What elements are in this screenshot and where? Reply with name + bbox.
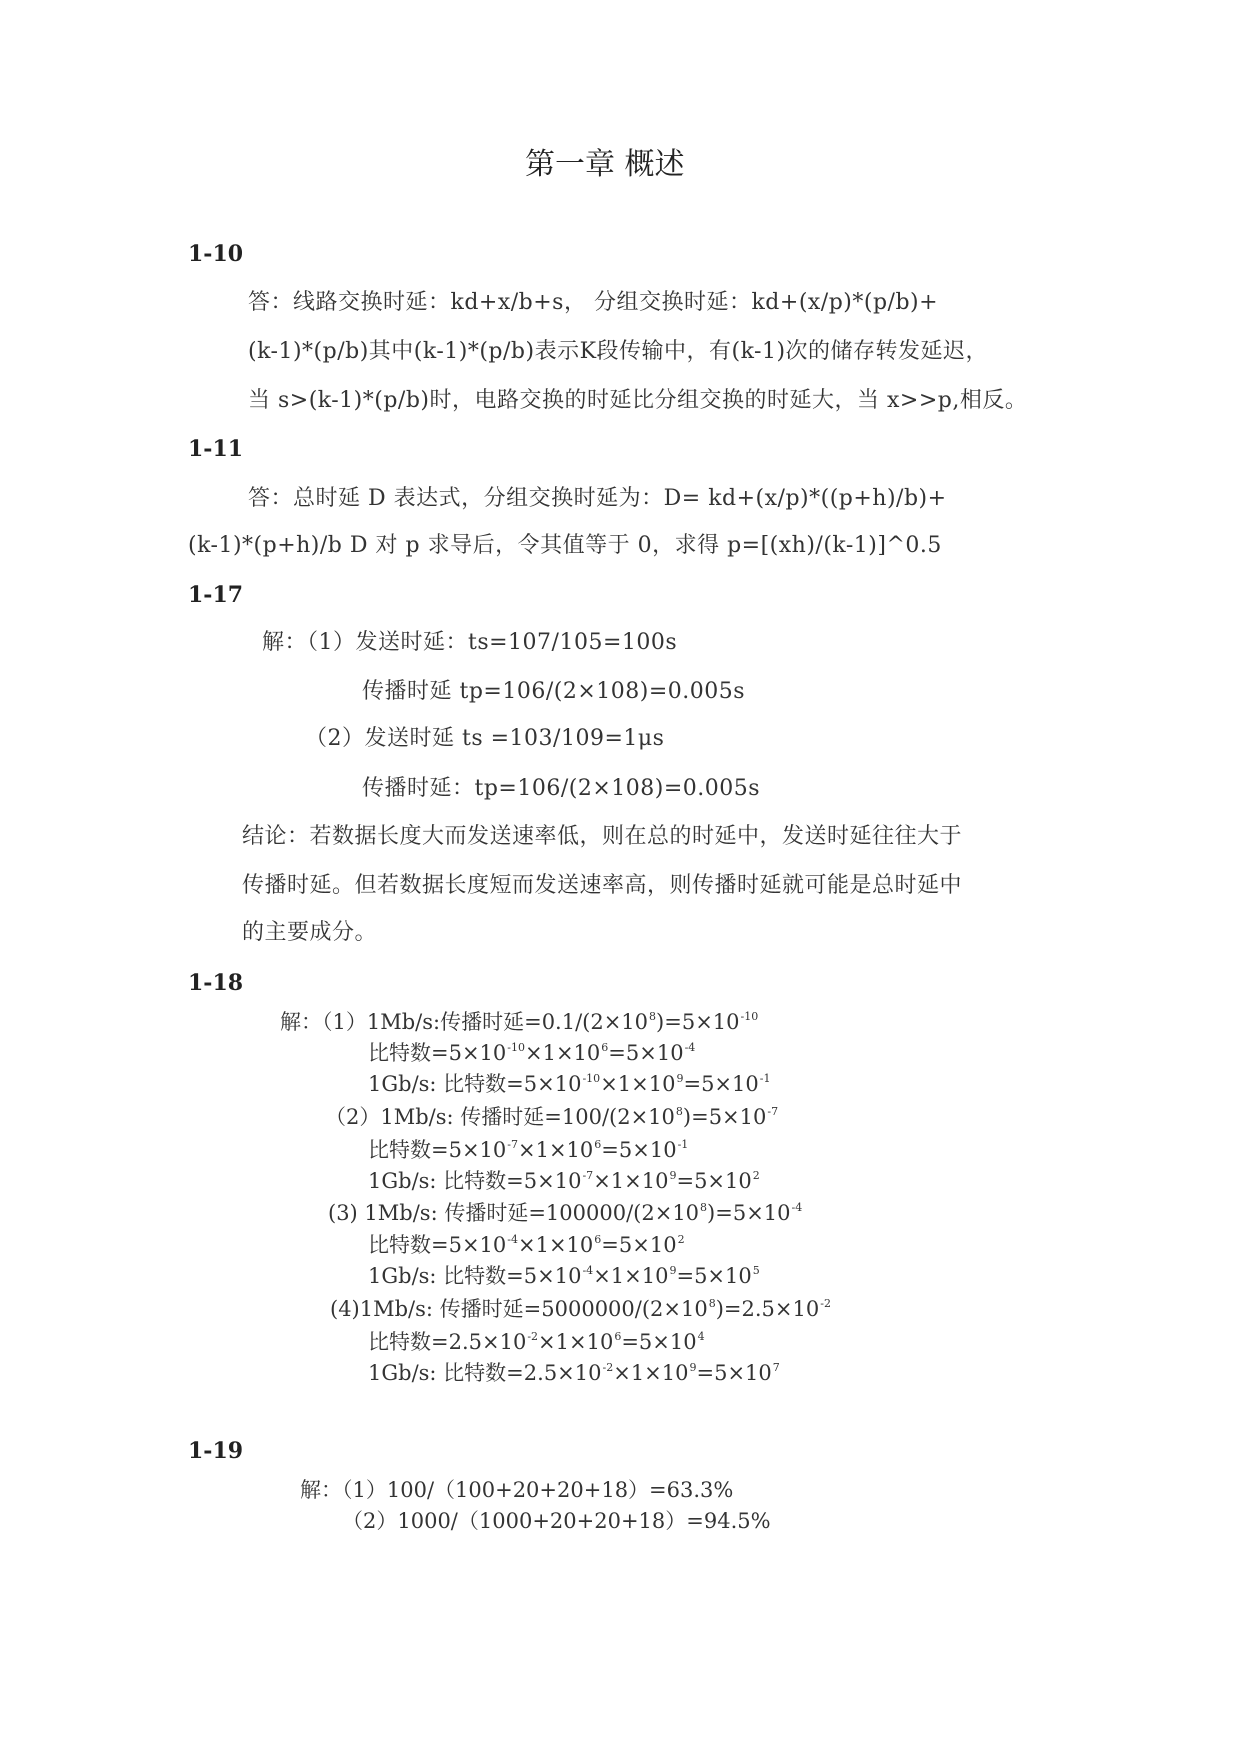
page-title: 第一章 概述 xyxy=(525,147,685,182)
answer-line: 答：总时延 D 表达式，分组交换时延为：D= kd+(x/p)*((p+h)/b)+ xyxy=(248,486,947,511)
equation-line: 1Gb/s: 比特数$=5\times 10^{-4}\times 1\times 10^9=5\times 10^5$ xyxy=(368,1264,760,1288)
conclusion-line: 的主要成分。 xyxy=(242,920,378,945)
solution-line: 传播时延 tp=106/(2×108)=0.005s xyxy=(362,679,746,704)
solution-line: 解：（1）100/（100+20+20+18）=63.3% xyxy=(300,1478,734,1502)
equation-line: （2）1Mb/s: 传播时延$=100/(2\times 10^8)=5\times 10^{-7}$ xyxy=(325,1105,779,1129)
answer-line: (k-1)*(p+h)/b D 对 p 求导后，令其值等于 0，求得 p=[(xh)/(k-1)]^0.5 xyxy=(188,533,942,558)
solution-line: （2）1000/（1000+20+20+18）=94.5% xyxy=(342,1509,771,1533)
answer-line: (k-1)*(p/b)其中(k-1)*(p/b)表示K段传输中，有(k-1)次的储存转发延迟， xyxy=(248,339,989,364)
conclusion-line: 传播时延。但若数据长度短而发送速率高，则传播时延就可能是总时延中 xyxy=(242,873,963,898)
answer-line: 答：线路交换时延：kd+x/b+s， 分组交换时延：kd+(x/p)*(p/b)+ xyxy=(248,290,939,315)
section-heading-1-17: 1-17 xyxy=(188,582,244,608)
solution-line: 解：（1）发送时延：ts=107/105=100s xyxy=(262,630,678,655)
equation-line: 比特数$=5\times 10^{-4}\times 1\times 10^6=5\times 10^2$ xyxy=(368,1233,685,1257)
equation-line: 比特数$=5\times 10^{-10}\times 1\times 10^6=5\times 10^{-4}$ xyxy=(368,1041,696,1065)
solution-line: 传播时延：tp=106/(2×108)=0.005s xyxy=(362,776,761,801)
section-heading-1-10: 1-10 xyxy=(188,241,244,267)
conclusion-line: 结论：若数据长度大而发送速率低，则在总的时延中，发送时延往往大于 xyxy=(242,824,963,849)
equation-line: 解：（1）1Mb/s:传播时延$=0.1/(2\times 10^8)=5\times 10^{-10}$ xyxy=(280,1010,759,1034)
solution-line: （2）发送时延 ts =103/109=1μs xyxy=(305,726,665,751)
equation-line: 1Gb/s: 比特数$=5\times 10^{-7}\times 1\times 10^9=5\times 10^2$ xyxy=(368,1169,760,1193)
section-heading-1-19: 1-19 xyxy=(188,1438,244,1464)
equation-line: 比特数$=2.5\times 10^{-2}\times 1\times 10^6=5\times 10^4$ xyxy=(368,1330,705,1354)
equation-line: 1Gb/s: 比特数$=2.5\times 10^{-2}\times 1\times 10^9=5\times 10^7$ xyxy=(368,1361,780,1385)
section-heading-1-18: 1-18 xyxy=(188,970,244,996)
section-heading-1-11: 1-11 xyxy=(188,436,244,462)
answer-line: 当 s>(k-1)*(p/b)时，电路交换的时延比分组交换的时延大，当 x>>p,相反。 xyxy=(248,388,1028,413)
equation-line: (4)1Mb/s: 传播时延$=5000000/(2\times 10^8)=2.5\times 10^{-2}$ xyxy=(330,1297,831,1321)
equation-line: 比特数$=5\times 10^{-7}\times 1\times 10^6=5\times 10^{-1}$ xyxy=(368,1138,689,1162)
equation-line: 1Gb/s: 比特数$=5\times 10^{-10}\times 1\times 10^9=5\times 10^{-1}$ xyxy=(368,1072,771,1096)
equation-line: (3) 1Mb/s: 传播时延$=100000/(2\times 10^8)=5\times 10^{-4}$ xyxy=(328,1201,803,1225)
